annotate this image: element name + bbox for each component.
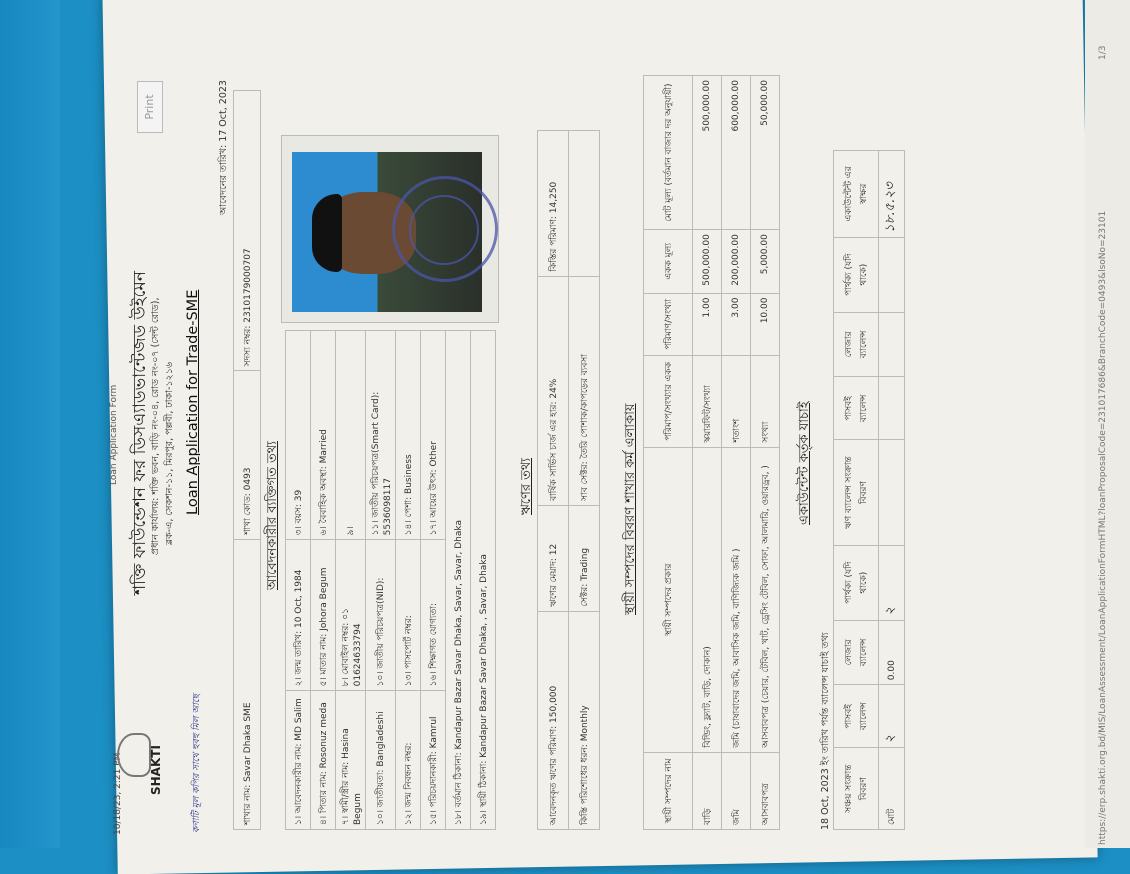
logo-icon <box>117 733 151 777</box>
present-address: ১৮। বর্তমান ঠিকানা: Kandapur Bazar Savar Dhaka, Savar, Savar, Dhaka <box>446 331 471 830</box>
organization-address: প্রধান কার্যালয়: শক্তি ভবন, বাড়ি নং-০৪, রোড নং-০৭ (সেন্ট রোড), <box>150 297 161 555</box>
table-cell: ১৭। আয়ের উৎস: Other <box>421 331 446 540</box>
print-button[interactable]: Print <box>137 81 163 133</box>
table-row <box>879 151 905 830</box>
handwritten-note: কণাটি মূল কপির সাথে হুবহু মিল আছে <box>192 694 202 833</box>
shakti-logo <box>117 705 167 795</box>
column-header: মোট মূল্য (বর্তমান বাজার দর অনুযায়ী) <box>644 76 693 230</box>
column-header: পাসবই ব্যালেন্স <box>834 685 879 748</box>
branch-name: শাখার নাম: Savar Dhaka SME <box>234 539 261 829</box>
table-row <box>311 331 336 830</box>
table-cell <box>879 312 905 377</box>
table-cell: আসবাবপত্র (চেয়ার, টেবিল, খাট, ড্রেসিং টেবিল, সোফা, আলমারি, ওয়ারড্রব, ) <box>751 447 780 752</box>
office-stamp <box>392 176 498 282</box>
table-cell <box>879 440 905 545</box>
table-cell: ১৩। পাসপোর্ট নম্বর: <box>396 540 421 691</box>
table-cell: 3.00 <box>722 293 751 355</box>
table-cell: 500,000.00 <box>693 76 722 230</box>
table-cell: 500,000.00 <box>693 230 722 293</box>
table-cell: ঋণের মেয়াদ: 12 <box>538 505 569 611</box>
table-cell: আসবাবপত্র <box>751 752 780 829</box>
table-cell: 50,000.00 <box>751 76 780 230</box>
application-date: আবেদনের তারিখ: 17 Oct, 2023 <box>218 80 229 215</box>
column-header: পাসবই ব্যালেন্স <box>834 377 879 440</box>
organization-name: শক্তি ফাউন্ডেশন ফর ডিসএ্যাডভান্টেজড উইমেন <box>130 271 150 595</box>
hair-shape <box>312 194 342 272</box>
applicant-photo-frame <box>281 135 499 323</box>
table-cell: ১০। জাতীয়তা: Bangladeshi <box>366 691 396 830</box>
logo-text: SHAKTI <box>149 745 163 795</box>
table-cell: আবেদনকৃত ঋণের পরিমাণ: 150,000 <box>538 611 569 829</box>
table-cell: 600,000.00 <box>722 76 751 230</box>
table-cell: ১১। জাতীয় পরিচয়পত্র(Smart Card): 5536098117 <box>366 331 396 540</box>
table-cell <box>879 377 905 440</box>
loan-section-title: ঋণের তথ্য <box>519 457 534 515</box>
table-cell: বার্ষিক সার্ভিস চার্জ এর হার: 24% <box>538 276 569 505</box>
column-header: পার্থক্য (যদি থাকে) <box>834 237 879 312</box>
table-cell: জমি <box>722 752 751 829</box>
table-cell: ২ <box>879 685 905 748</box>
column-header: পরিমাপ/সংখ্যার একক <box>644 355 693 447</box>
column-header: পার্থক্য (যদি থাকে) <box>834 545 879 620</box>
member-number: সদস্য নম্বর: 2310179000707 <box>234 91 261 371</box>
table-cell: সংখ্যা <box>751 355 780 447</box>
table-cell: 10.00 <box>751 293 780 355</box>
table-cell <box>879 237 905 312</box>
fixed-assets-table <box>643 75 780 830</box>
table-cell: কিস্তি পরিশোধের ধরন: Monthly <box>569 611 600 829</box>
table-cell: সাব সেক্টর: তৈরি পোশাক/কাপড়ের ব্যবসা <box>569 276 600 505</box>
table-cell: 1.00 <box>693 293 722 355</box>
table-cell: কিস্তির পরিমাণ: 14,250 <box>538 131 569 277</box>
assets-section-title: স্থায়ী সম্পদের বিবরণ শাখার কর্ম এলাকায় <box>623 403 638 615</box>
table-cell: ৫। মাতার নাম: Johora Begum <box>311 540 336 691</box>
table-cell: ৯। <box>336 331 366 540</box>
balance-section-title: একাউন্টেন্ট কর্তৃক যাচাই <box>797 401 812 525</box>
page-url: https://erp.shakti.org.bd/MIS/LoanAssessment/LoanApplicationFormHTML?loanProposalCode=231017686&BranchCode=0493&lsoNo=23101 <box>1098 210 1108 845</box>
loan-info-table <box>537 130 600 830</box>
table-cell: ১৪। পেশা: Business <box>396 331 421 540</box>
column-header: পরিমাণ/সংখ্যা <box>644 293 693 355</box>
table-cell: মোট <box>879 748 905 830</box>
column-header: একক মূল্য <box>644 230 693 293</box>
table-row <box>693 76 722 830</box>
table-row <box>569 131 600 830</box>
applicant-info-table <box>285 330 496 830</box>
column-header: লেজার ব্যালেন্স <box>834 312 879 377</box>
loan-application-form <box>105 5 1085 845</box>
balance-date-line: 18 Oct, 2023 ইং তারিখ পর্যন্ত ব্যালেন্স যাচাই তথ্য <box>820 632 831 830</box>
page-number: 1/3 <box>1098 45 1108 60</box>
table-cell: ৬। বৈবাহিক অবস্থা: Married <box>311 331 336 540</box>
table-row <box>446 331 471 830</box>
table-cell: ২ <box>879 545 905 620</box>
table-cell: ৪। পিতার নাম: Rosonuz meda <box>311 691 336 830</box>
branch-code: শাখা কোড: 0493 <box>234 371 261 539</box>
organization-address-2: ব্লক-এ, সেকশন-১১, মিরপুর, পল্লবী, ঢাকা-১২১৬ <box>164 361 175 545</box>
column-header: লেজার ব্যালেন্স <box>834 620 879 685</box>
table-row <box>336 331 366 830</box>
table-cell: বিল্ডিং, ফ্ল্যাট, বাড়ি, দোকান) <box>693 447 722 752</box>
table-row <box>396 331 421 830</box>
table-cell: ২। জন্ম তারিখ: 10 Oct, 1984 <box>286 540 311 691</box>
table-cell <box>569 131 600 277</box>
table-header-row <box>834 151 879 830</box>
table-cell: ১। আবেদনকারীর নাম: MD Salim <box>286 691 311 830</box>
applicant-section-title: আবেদনকারীর ব্যক্তিগত তথ্য <box>265 441 280 590</box>
balance-verification-table <box>833 150 905 830</box>
form-caption: Loan Application Form <box>109 384 119 485</box>
table-cell: 5,000.00 <box>751 230 780 293</box>
table-cell: শতাংশ <box>722 355 751 447</box>
table-cell: ১৬। শিক্ষাগত যোগ্যতা: <box>421 540 446 691</box>
table-cell: ৮। মোবাইল নম্বর: ০১ 01624633794 <box>336 540 366 691</box>
background-left <box>0 0 60 848</box>
table-cell: জমি (চাষাবাদের জমি, আবাসিক জমি, বাণিজ্যিক জমি ) <box>722 447 751 752</box>
column-header: ঋণ ব্যালেন্স সংক্রান্ত বিবরণ <box>834 440 879 545</box>
table-cell: স্কয়ারফিট/সংখ্যা <box>693 355 722 447</box>
table-cell: ১২। জন্ম নিবন্ধন নম্বর: <box>396 691 421 830</box>
permanent-address: ১৯। স্থায়ী ঠিকানা: Kandapur Bazar Savar Dhaka, , Savar, Dhaka <box>471 331 496 830</box>
table-cell: ৭। স্বামী/স্ত্রীর নাম: Hasina Begum <box>336 691 366 830</box>
table-cell: বাড়ি <box>693 752 722 829</box>
column-header: সঞ্চয় সংক্রান্ত বিবরণ <box>834 748 879 830</box>
accountant-signature: ১৮.৫.২৩ <box>879 151 905 238</box>
table-row <box>471 331 496 830</box>
table-header-row <box>644 76 693 830</box>
column-header: স্থায়ী সম্পদের প্রকার <box>644 447 693 752</box>
table-cell: ৩। বয়স: 39 <box>286 331 311 540</box>
branch-info-table <box>233 90 261 830</box>
page-title: Loan Application for Trade-SME <box>185 289 201 515</box>
table-row <box>366 331 396 830</box>
table-cell: সেক্টর: Trading <box>569 505 600 611</box>
table-row <box>421 331 446 830</box>
table-cell: 200,000.00 <box>722 230 751 293</box>
stamp-inner-ring <box>409 195 479 265</box>
table-row <box>722 76 751 830</box>
column-header: স্থায়ী সম্পদের নাম <box>644 752 693 829</box>
table-row <box>751 76 780 830</box>
table-row <box>538 131 569 830</box>
table-cell: ১০। জাতীয় পরিচয়পত্র(NID): <box>366 540 396 691</box>
print-timestamp: 10/18/23, 2:21 PM <box>113 752 123 835</box>
table-cell: ১৫। পরিচয়দানকারী: Kamrul <box>421 691 446 830</box>
table-row <box>286 331 311 830</box>
table-cell: 0.00 <box>879 620 905 685</box>
column-header: একাউন্টেন্ট এর স্বাক্ষর <box>834 151 879 238</box>
